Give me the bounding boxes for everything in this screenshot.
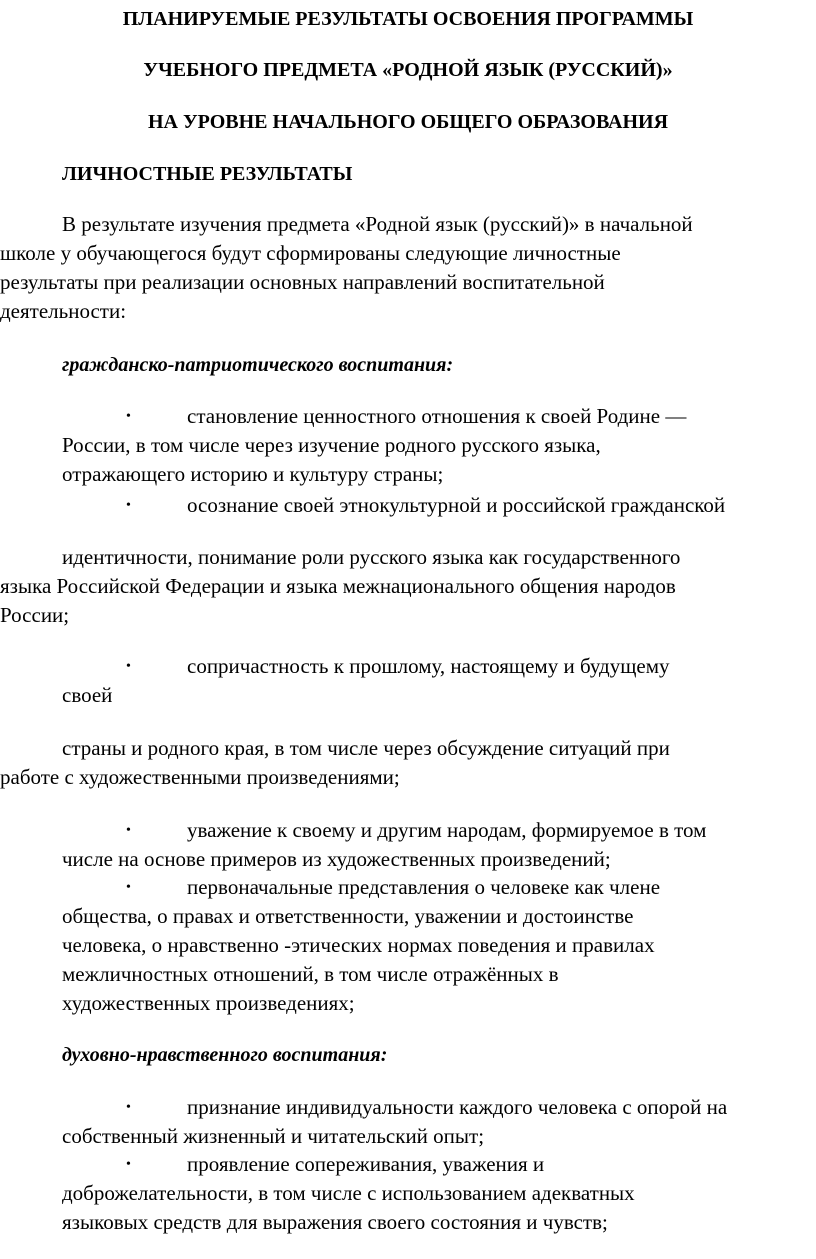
paragraph-line: языка Российской Федерации и языка межнационального общения народов (0, 574, 676, 598)
title-line-1: ПЛАНИРУЕМЫЕ РЕЗУЛЬТАТЫ ОСВОЕНИЯ ПРОГРАММЫ (122, 8, 694, 30)
bullet-icon: • (126, 823, 131, 838)
intro-line: В результате изучения предмета «Родной язык (русский)» в начальной (62, 212, 693, 236)
list-item-text: языковых средств для выражения своего состояния и чувств; (62, 1210, 608, 1234)
title-line-3: НА УРОВНЕ НАЧАЛЬНОГО ОБЩЕГО ОБРАЗОВАНИЯ (147, 111, 669, 133)
list-item-text: числе на основе примеров из художественных произведений; (62, 847, 611, 871)
list-item-text: художественных произведениях; (62, 991, 355, 1015)
list-item-text: осознание своей этнокультурной и российской гражданской (187, 493, 726, 517)
section-heading: ЛИЧНОСТНЫЕ РЕЗУЛЬТАТЫ (62, 163, 353, 185)
list-item-text: доброжелательности, в том числе с использованием адекватных (62, 1181, 635, 1205)
list-item-text: первоначальные представления о человеке как члене (187, 875, 661, 899)
paragraph-line: работе с художественными произведениями; (0, 765, 400, 789)
paragraph-line: страны и родного края, в том числе через обсуждение ситуаций при (62, 736, 670, 760)
civic-heading: гражданско-патриотического воспитания: (62, 354, 454, 376)
bullet-icon: • (126, 659, 131, 674)
bullet-icon: • (126, 409, 131, 424)
list-item-text: своей (62, 683, 113, 707)
list-item-text: становление ценностного отношения к своей Родине — (187, 404, 687, 428)
list-item-text: признание индивидуальности каждого человека с опорой на (187, 1095, 728, 1119)
bullet-icon: • (126, 880, 131, 895)
list-item-text: проявление сопереживания, уважения и (187, 1152, 545, 1176)
paragraph-line: идентичности, понимание роли русского языка как государственного (62, 545, 681, 569)
list-item-text: отражающего историю и культуру страны; (62, 462, 444, 486)
list-item-text: человека, о нравственно -этических нормах поведения и правилах (62, 933, 655, 957)
intro-line: результаты при реализации основных направлений воспитательной (0, 270, 605, 294)
bullet-icon: • (126, 1157, 131, 1172)
list-item-text: собственный жизненный и читательский опыт; (62, 1124, 485, 1148)
list-item-text: уважение к своему и другим народам, формируемое в том (187, 818, 707, 842)
list-item-text: межличностных отношений, в том числе отражённых в (62, 962, 559, 986)
intro-line: деятельности: (0, 299, 127, 323)
list-item-text: общества, о правах и ответственности, уважении и достоинстве (62, 904, 634, 928)
paragraph-line: России; (0, 603, 70, 627)
title-line-2: УЧЕБНОГО ПРЕДМЕТА «РОДНОЙ ЯЗЫК (РУССКИЙ)» (143, 59, 673, 81)
list-item-text: сопричастность к прошлому, настоящему и будущему (187, 654, 670, 678)
intro-line: школе у обучающегося будут сформированы следующие личностные (0, 241, 621, 265)
bullet-icon: • (126, 498, 131, 513)
bullet-icon: • (126, 1100, 131, 1115)
moral-heading: духовно-нравственного воспитания: (62, 1044, 388, 1066)
list-item-text: России, в том числе через изучение родного русского языка, (62, 433, 601, 457)
